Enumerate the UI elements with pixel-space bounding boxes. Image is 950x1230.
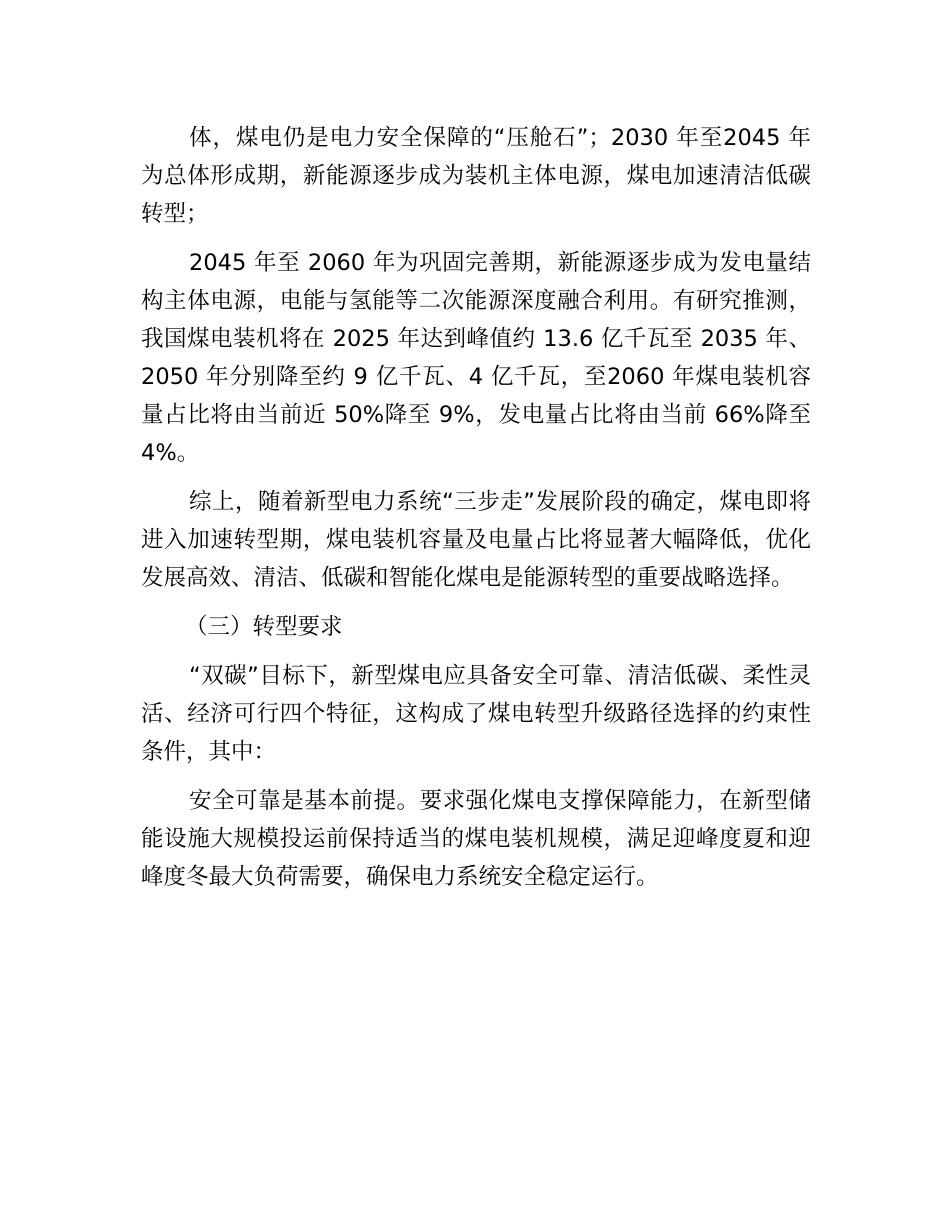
paragraph: 安全可靠是基本前提。要求强化煤电支撑保障能力，在新型储能设施大规模投运前保持适当的煤电装机规模，满足迎峰度夏和迎峰度冬最大负荷需要，确保电力系统安全稳定运行。 (141, 788, 811, 890)
paragraph-continued: 体，煤电仍是电力安全保障的“压舱石”；2030 年至2045 年为总体形成期，新能源逐步成为装机主体电源，煤电加速清洁低碳转型； (141, 125, 811, 227)
section-heading: （三）转型要求 (185, 614, 343, 640)
paragraph: 综上，随着新型电力系统“三步走”发展阶段的确定，煤电即将进入加速转型期，煤电装机容量及电量占比将显著大幅降低，优化发展高效、清洁、低碳和智能化煤电是能源转型的重要战略选择。 (141, 489, 811, 591)
document-page (141, 119, 811, 907)
paragraph: “双碳”目标下，新型煤电应具备安全可靠、清洁低碳、柔性灵活、经济可行四个特征，这构成了煤电转型升级路径选择的约束性条件，其中： (141, 663, 811, 765)
paragraph: 2045 年至 2060 年为巩固完善期，新能源逐步成为发电量结构主体电源，电能与氢能等二次能源深度融合利用。有研究推测，我国煤电装机将在 2025 年达到峰值约 13.6 亿千瓦至 2035 年、2050 年分别降至约 9 亿千瓦、4 亿千瓦，至2060 年煤电装机容量占比将由当前近 50%降至 9%，发电量占比将由当前 66%降至 4%。 (141, 250, 811, 466)
